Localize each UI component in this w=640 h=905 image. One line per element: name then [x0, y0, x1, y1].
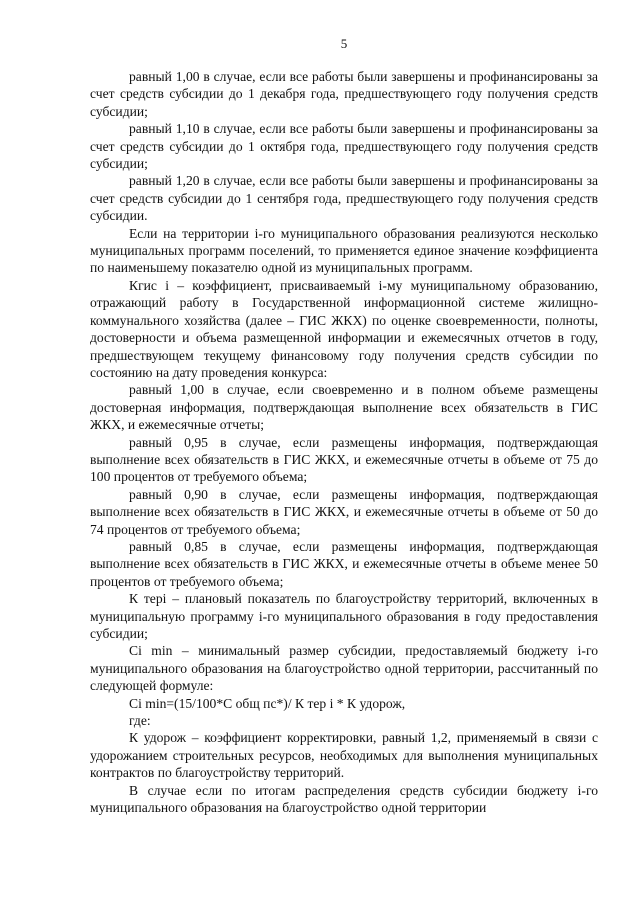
page-number: 5: [340, 36, 348, 51]
paragraph: равный 1,00 в случае, если все работы были завершены и профинансированы за счет средств субсидии до 1 декабря года, предшествующего году получения средств субсидии;: [90, 69, 598, 119]
paragraph: равный 0,95 в случае, если размещены информация, подтверждающая выполнение всех обязательств в ГИС ЖКХ, и ежемесячные отчеты в объеме от 75 до 100 процентов от требуемого объема;: [90, 434, 598, 485]
paragraph: равный 1,00 в случае, если своевременно и в полном объеме размещены достоверная информация, подтверждающая выполнение всех обязательств в ГИС ЖКХ, и ежемесячные отчеты;: [90, 382, 598, 433]
paragraph: К терi – плановый показатель по благоустройству территорий, включенных в муниципальную программу i-го муниципального образования в году предоставления субсидии;: [90, 591, 598, 641]
paragraph: равный 1,20 в случае, если все работы были завершены и профинансированы за счет средств субсидии до 1 сентября года, предшествующего году получения средств субсидии.: [90, 173, 598, 224]
paragraph: равный 0,90 в случае, если размещены информация, подтверждающая выполнение всех обязательств в ГИС ЖКХ, и ежемесячные отчеты в объеме от 50 до 74 процентов от требуемого объема;: [90, 486, 598, 537]
formula: Ci min=(15/100*С общ пс*)/ К тер i * К удорож,: [129, 695, 406, 711]
document-body: [90, 68, 598, 816]
paragraph: равный 1,10 в случае, если все работы были завершены и профинансированы за счет средств субсидии до 1 октября года, предшествующего году получения средств субсидии;: [90, 121, 598, 172]
paragraph: В случае если по итогам распределения средств субсидии бюджету i-го муниципального образования на благоустройство одной территории: [90, 782, 598, 816]
paragraph: равный 0,85 в случае, если размещены информация, подтверждающая выполнение всех обязательств в ГИС ЖКХ, и ежемесячные отчеты в объеме менее 50 процентов от требуемого объема;: [90, 538, 598, 589]
paragraph: К удорож – коэффициент корректировки, равный 1,2, применяемый в связи с удорожанием строительных ресурсов, необходимых для выполнения муниципальных контрактов по благоустройству территорий.: [90, 730, 598, 781]
paragraph: Если на территории i-го муниципального образования реализуются несколько муниципальных программ поселений, то применяется единое значение коэффициента по наименьшему показателю одной из муниципальных программ.: [90, 225, 598, 276]
paragraph: Кгис i – коэффициент, присваиваемый i-му муниципальному образованию, отражающий работу в Государственной информационной системе жилищно-коммунального хозяйства (далее – ГИС ЖКХ) по оценке своевременности, полноты, достоверности и объема размещенной информации и ежемесячных отчетов в году, предшествующем текущему финансовому году получения средств субсидии по состоянию на дату проведения конкурса:: [90, 277, 598, 380]
paragraph: Ci min – минимальный размер субсидии, предоставляемый бюджету i-го муниципального образования на благоустройство одной территории, рассчитанный по следующей формуле:: [90, 643, 598, 694]
paragraph: где:: [129, 713, 151, 729]
